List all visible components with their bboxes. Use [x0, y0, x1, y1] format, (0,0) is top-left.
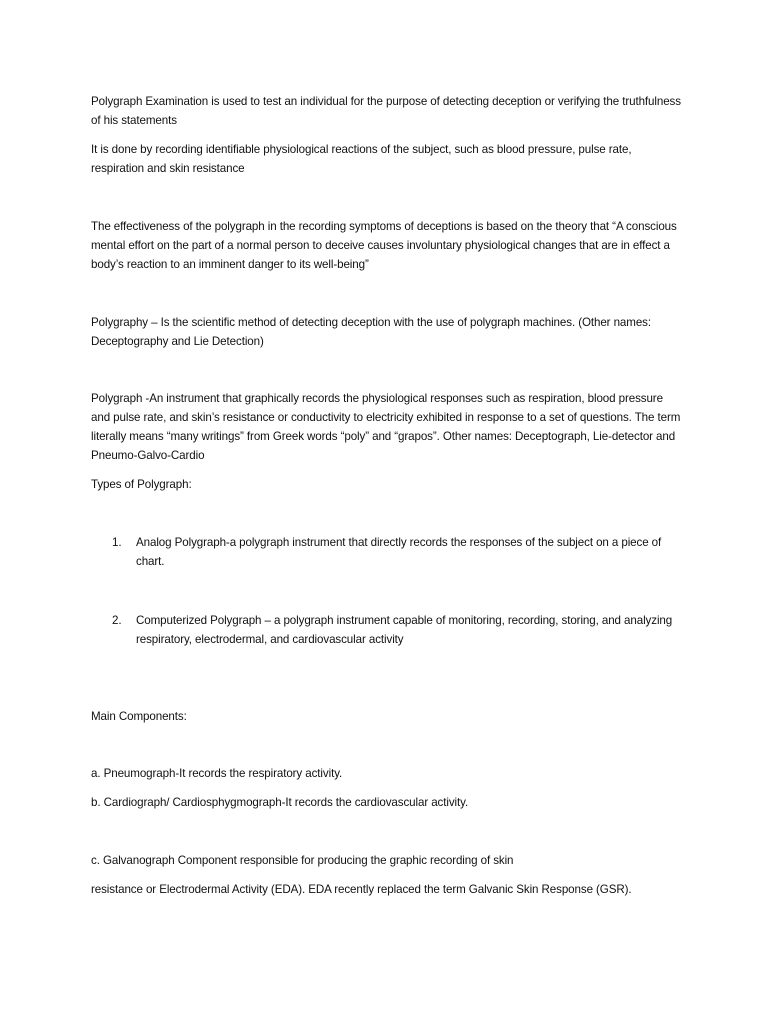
component-cardiograph: b. Cardiograph/ Cardiosphygmograph-It records the cardiovascular activity. [91, 796, 469, 809]
list-item-analog-polygraph: Analog Polygraph-a polygraph instrument that directly records the responses of the subject on a piece of chart. [136, 536, 662, 568]
method-paragraph: It is done by recording identifiable physiological reactions of the subject, such as blood pressure, pulse rate, respiration and skin resistance [91, 143, 632, 175]
component-galvanograph-continued: resistance or Electrodermal Activity (EDA). EDA recently replaced the term Galvanic Skin Response (GSR). [91, 883, 632, 896]
types-heading: Types of Polygraph: [91, 478, 192, 491]
components-heading: Main Components: [91, 710, 187, 723]
polygraphy-definition: Polygraphy – Is the scientific method of detecting deception with the use of polygraph machines. (Other names: Deceptography and Lie Detection) [91, 316, 651, 348]
intro-paragraph: Polygraph Examination is used to test an individual for the purpose of detecting deception or verifying the truthfulness of his statements [91, 95, 681, 127]
list-item-computerized-polygraph: Computerized Polygraph – a polygraph instrument capable of monitoring, recording, storing, and analyzing respiratory, electrodermal, and cardiovascular activity [136, 614, 673, 646]
theory-paragraph: The effectiveness of the polygraph in the recording symptoms of deceptions is based on the theory that “A conscious mental effort on the part of a normal person to deceive causes involuntary physiological changes that are in effect a body’s reaction to an imminent danger to its well-being” [91, 220, 677, 271]
component-pneumograph: a. Pneumograph-It records the respiratory activity. [91, 767, 343, 780]
list-item-number: 1. [112, 536, 122, 549]
component-galvanograph: c. Galvanograph Component responsible for producing the graphic recording of skin [91, 854, 514, 867]
polygraph-definition: Polygraph -An instrument that graphically records the physiological responses such as respiration, blood pressure and pulse rate, and skin’s resistance or conductivity to electricity exhibited in response to a set of questions. The term literally means “many writings” from Greek words “poly” and “grapos”. Other names: Deceptograph, Lie-detector and Pneumo-Galvo-Cardio [91, 392, 681, 462]
list-item-number: 2. [112, 614, 122, 627]
